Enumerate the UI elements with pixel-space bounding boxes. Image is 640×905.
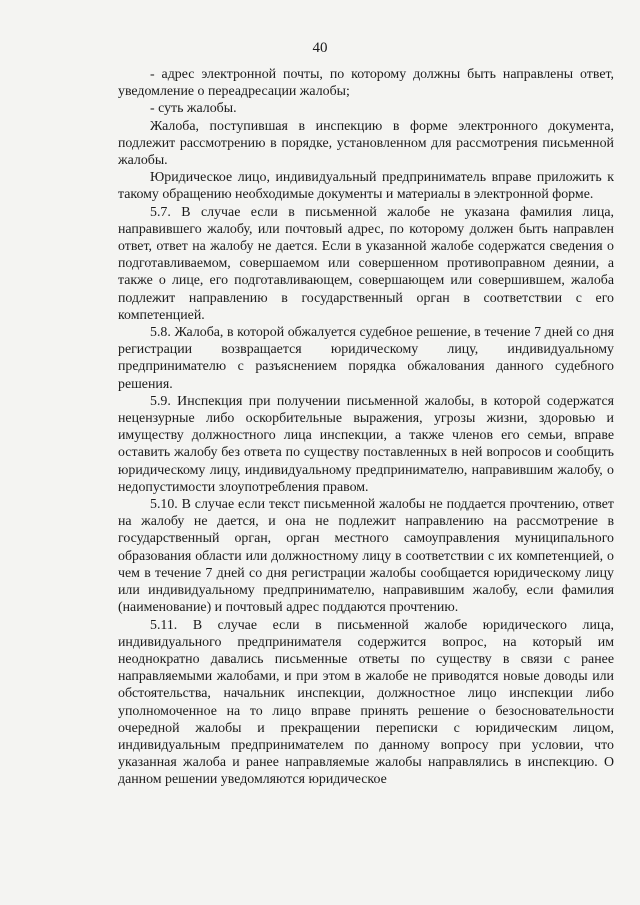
paragraph-5-11: 5.11. В случае если в письменной жалобе юридического лица, индивидуального предпринимателя содержится вопрос, на который им неоднократно давались письменные ответы по существу в связи с ранее направляемыми жалобами, и при этом в жалобе не приводятся новые доводы или обстоятельства, начальник инспекции, должностное лицо инспекции либо уполномоченное на то лицо вправе принять решение о безосновательности очередной жалобы и прекращении переписки с юридическим лицом, индивидуальным предпринимателем по данному вопросу при условии, что указанная жалоба и ранее направляемые жалобы направлялись в инспекцию. О данном решении уведомляются юридическое — [118, 617, 614, 788]
paragraph-attachments: Юридическое лицо, индивидуальный предприниматель вправе приложить к такому обращению необходимые документы и материалы в электронной форме. — [118, 170, 614, 203]
paragraph-5-9: 5.9. Инспекция при получении письменной жалобы, в которой содержатся нецензурные либо оскорбительные выражения, угрозы жизни, здоровью и имуществу должностного лица инспекции, а также членов его семьи, вправе оставить жалобу без ответа по существу поставленных в ней вопросов и сообщить юридическому лицу, индивидуальному предпринимателю, направившим жалобу, о недопустимости злоупотребления правом. — [118, 393, 614, 495]
paragraph-email-address: - адрес электронной почты, по которому должны быть направлены ответ, уведомление о переадресации жалобы; — [118, 67, 614, 100]
page-number: 40 — [312, 40, 328, 56]
paragraph-electronic-complaint: Жалоба, поступившая в инспекцию в форме электронного документа, подлежит рассмотрению в порядке, установленном для рассмотрения письменной жалобы. — [118, 118, 614, 169]
paragraph-5-10: 5.10. В случае если текст письменной жалобы не поддается прочтению, ответ на жалобу не дается, и она не подлежит направлению на рассмотрение в государственный орган, орган местного самоуправления муниципального образования области или должностному лицу в соответствии с их компетенцией, о чем в течение 7 дней со дня регистрации жалобы сообщается юридическому лицу или индивидуальному предпринимателю, направившим жалобу, если фамилия (наименование) и почтовый адрес поддаются прочтению. — [118, 497, 614, 616]
paragraph-5-8: 5.8. Жалоба, в которой обжалуется судебное решение, в течение 7 дней со дня регистрации возвращается юридическому лицу, индивидуальному предпринимателю с разъяснением порядка обжалования данного судебного решения. — [118, 325, 614, 392]
paragraph-complaint-essence: - суть жалобы. — [150, 101, 237, 117]
paragraph-5-7: 5.7. В случае если в письменной жалобе не указана фамилия лица, направившего жалобу, или почтовый адрес, по которому должен быть направлен ответ, ответ на жалобу не дается. Если в указанной жалобе содержатся сведения о подготавливаемом, совершаемом или совершенном противоправном деянии, а также о лице, его подготавливающем, совершающем или совершившем, жалоба подлежит направлению в государственный орган в соответствии с его компетенцией. — [118, 204, 614, 323]
